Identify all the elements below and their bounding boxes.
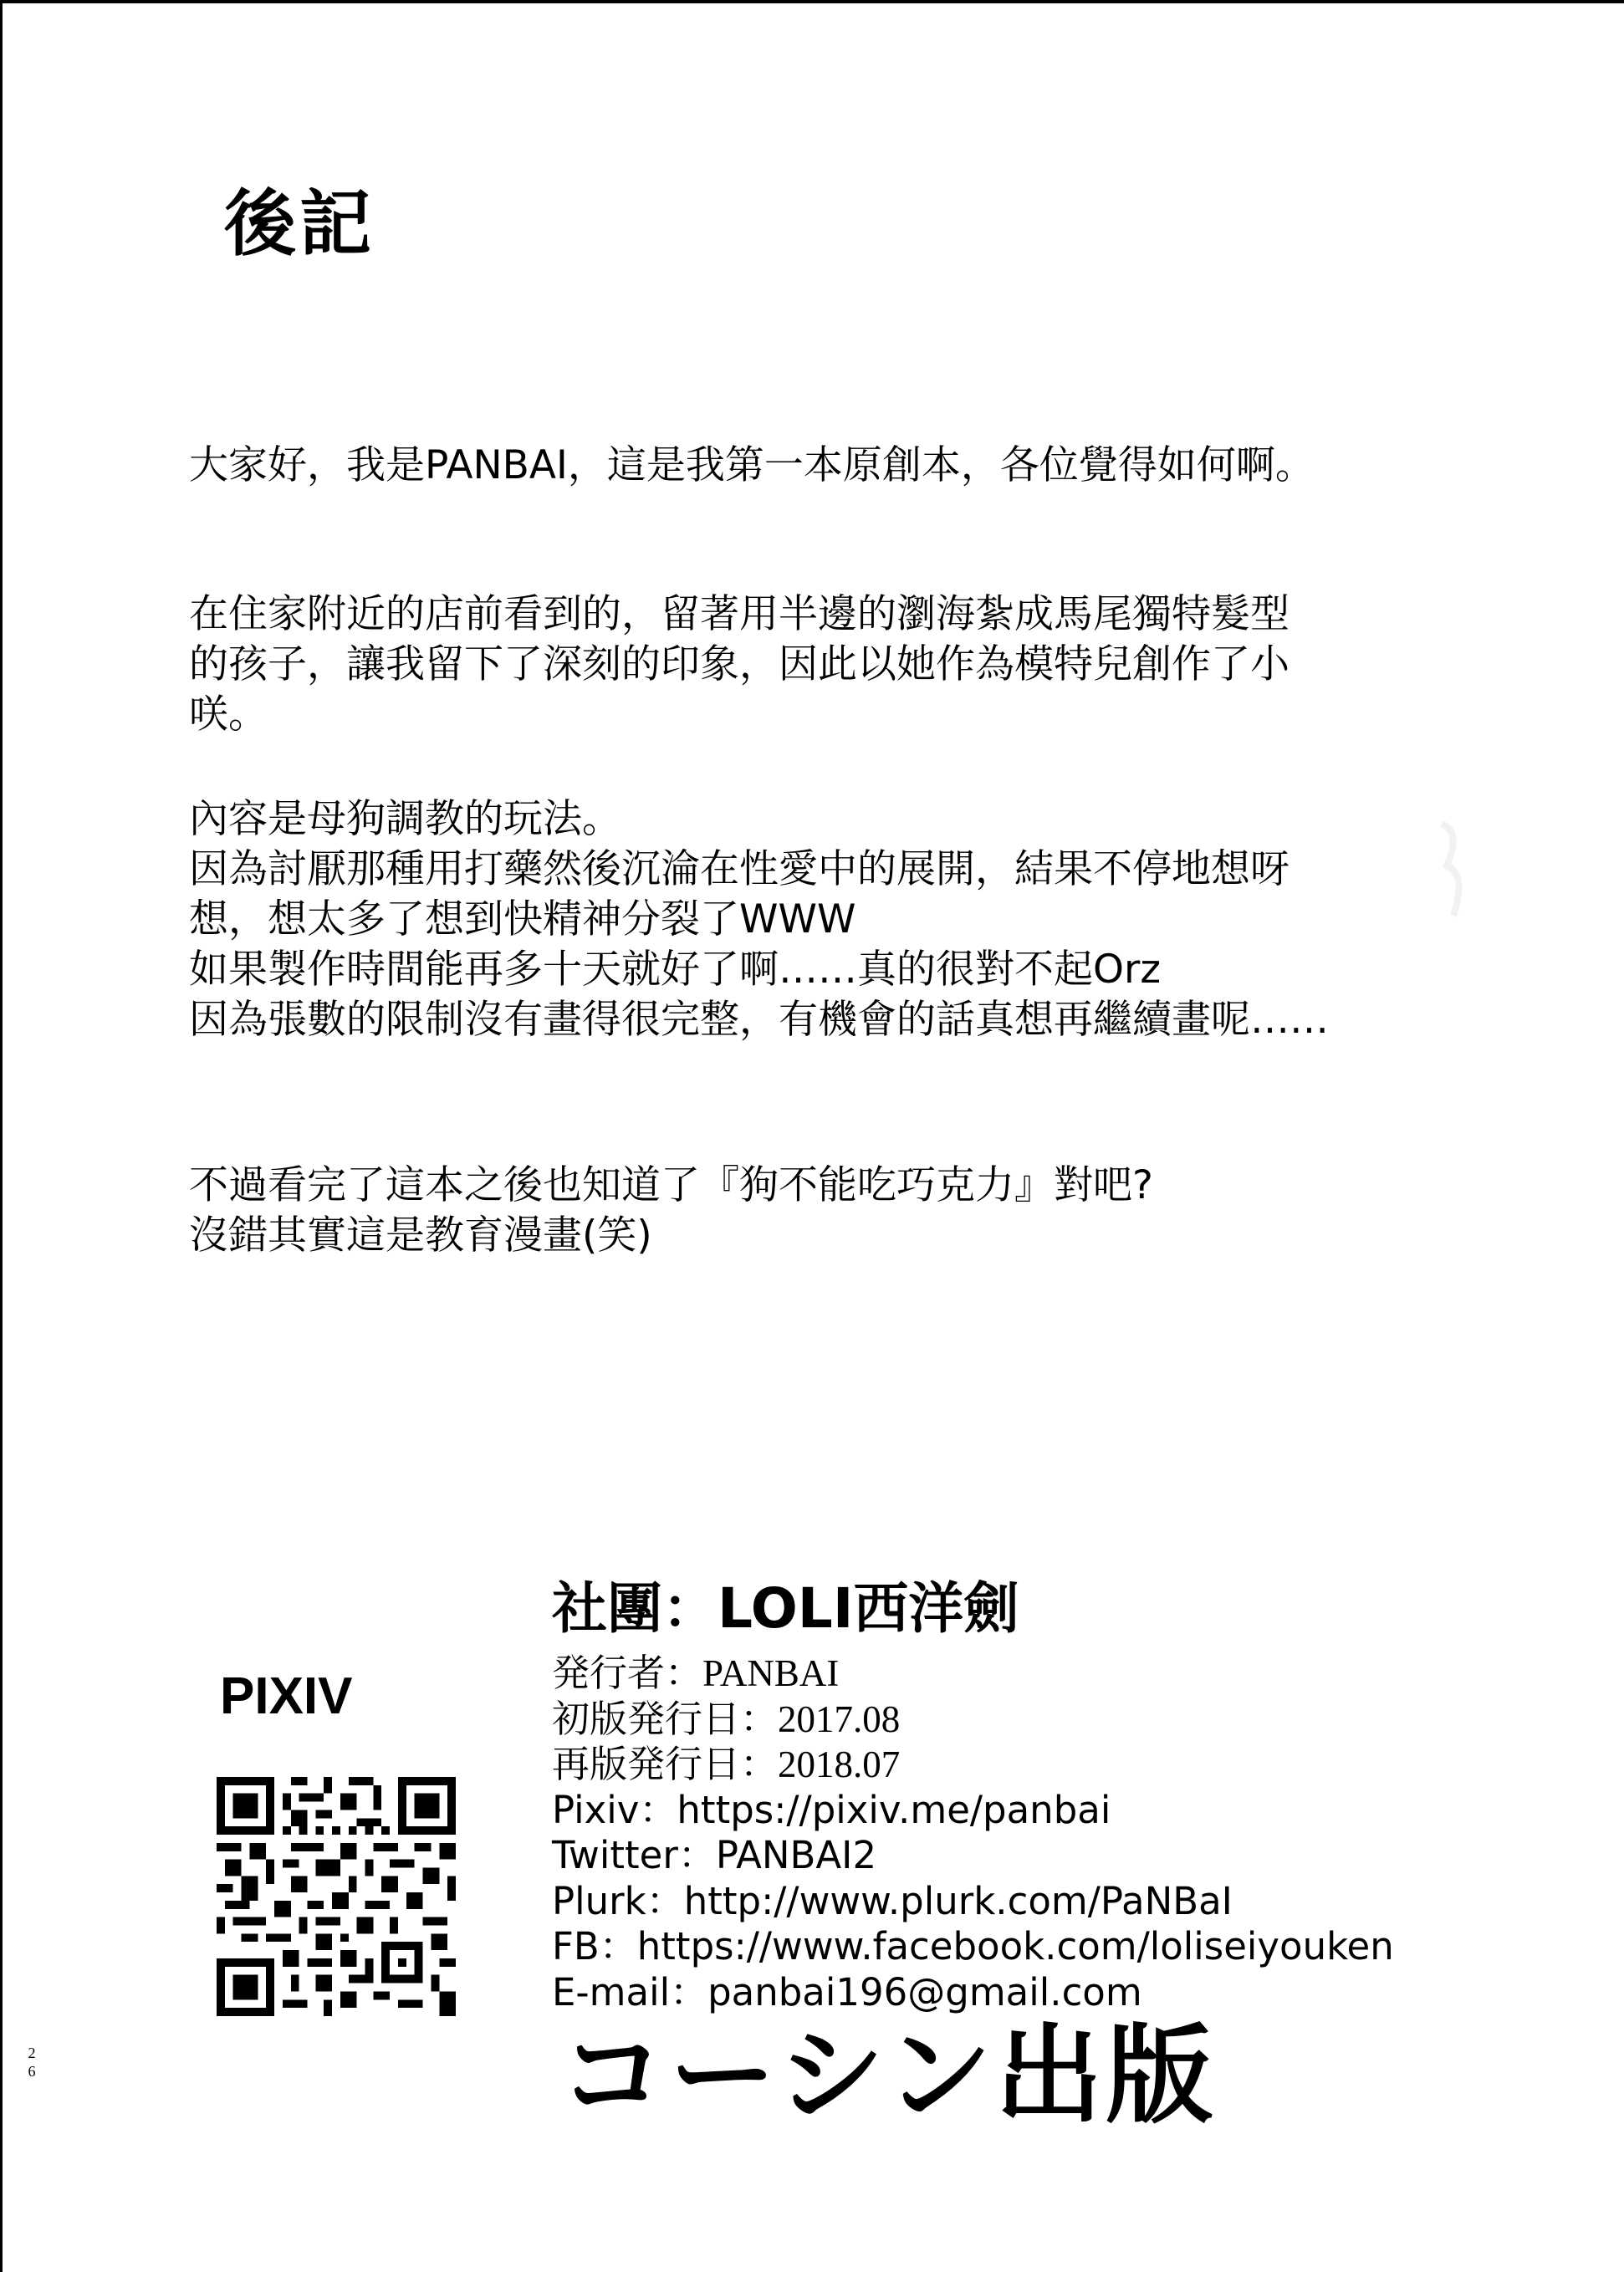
page-border-left: [0, 0, 3, 2272]
email-address[interactable]: E-mail：panbai196@gmail.com: [552, 1969, 1142, 2014]
publisher-line: [552, 1651, 1394, 1697]
qr-label: PIXIV: [220, 1667, 353, 1725]
facebook-link[interactable]: FB：https://www.facebook.com/loliseiyouken: [552, 1924, 1394, 1968]
second-edition-value: 2018.07: [778, 1744, 901, 1785]
publisher-label: 発行者：: [552, 1651, 703, 1695]
first-edition-line: [552, 1697, 1394, 1743]
second-edition-line: [552, 1742, 1394, 1788]
paragraph-content: 內容是母狗調教的玩法。 因為討厭那種用打藥然後沉淪在性愛中的展開，結果不停地想呀 想，想太多了想到快精神分裂了WWW 如果製作時間能再多十天就好了啊……真的很對不起Orz 因為張數的限制沒有畫得很完整，有機會的話真想再繼續畫呢……: [189, 796, 1329, 1043]
paragraph-closing: 不過看完了這本之後也知道了『狗不能吃巧克力』對吧? 沒錯其實這是教育漫畫(笑): [189, 1162, 1153, 1259]
pixiv-link[interactable]: Pixiv：https://pixiv.me/panbai: [552, 1787, 1111, 1832]
page-title: 後記: [224, 182, 375, 266]
qr-code-icon: [217, 1777, 456, 2016]
second-edition-label: 再版発行日：: [552, 1742, 779, 1786]
plurk-link[interactable]: Plurk：http://www.plurk.com/PaNBaI: [552, 1878, 1233, 1923]
circle-name: 社團：LOLI西洋劍: [552, 1576, 1019, 1641]
first-edition-label: 初版発行日：: [552, 1696, 779, 1741]
faint-mark: [1437, 815, 1472, 924]
paragraph-greeting: 大家好，我是PANBAI，這是我第一本原創本，各位覺得如何啊。: [189, 442, 1315, 488]
page-border-top: [0, 0, 1624, 3]
publisher-value: PANBAI: [702, 1652, 840, 1694]
first-edition-value: 2017.08: [778, 1698, 901, 1740]
twitter-handle[interactable]: Twitter：PANBAI2: [552, 1833, 877, 1877]
paragraph-inspiration: 在住家附近的店前看到的，留著用半邊的瀏海紮成馬尾獨特髮型 的孩子，讓我留下了深刻的印象，因此以她作為模特兒創作了小 咲。: [189, 591, 1289, 738]
page-number: 26: [28, 2045, 36, 2080]
printer-name: コーシン出版: [559, 2013, 1217, 2138]
colophon-info: [552, 1651, 1394, 2015]
